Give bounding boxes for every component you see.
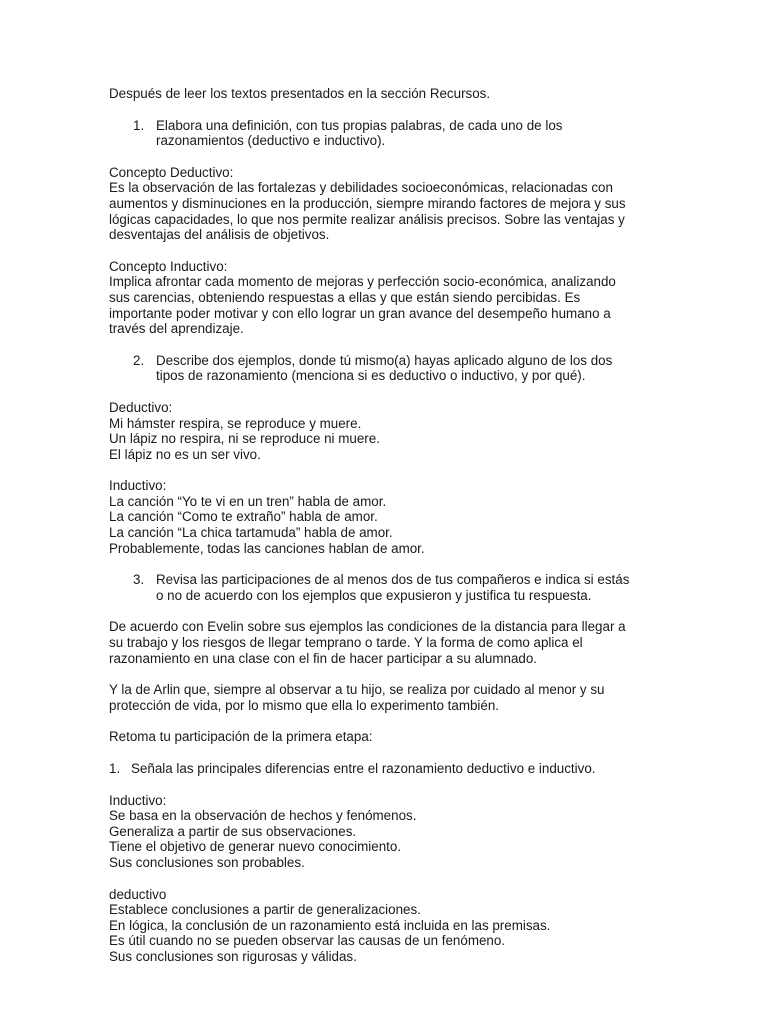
paragraph-line: desventajas del análisis de objetivos. (109, 227, 330, 243)
example-line: La canción “Yo te vi en un tren” habla de amor. (109, 493, 387, 509)
paragraph-line: lógicas capacidades, lo que nos permite realizar análisis precisos. Sobre las ventajas y (109, 211, 625, 227)
question-4 (109, 761, 669, 777)
difference-line: Tiene el objetivo de generar nuevo conocimiento. (109, 839, 402, 855)
inductive-differences (109, 793, 669, 871)
answer-3-paragraph-1 (109, 619, 669, 666)
difference-line: Es útil cuando no se pueden observar las causas de un fenómeno. (109, 933, 506, 949)
question-text: o no de acuerdo con los ejemplos que expusieron y justifica tu respuesta. (156, 587, 592, 603)
retoma-text: Retoma tu participación de la primera etapa: (109, 729, 373, 745)
paragraph-line: su trabajo y los riesgos de llegar temprano o tarde. Y la forma de como aplica el (109, 635, 583, 651)
paragraph-line: Es la observación de las fortalezas y debilidades socioeconómicas, relacionadas con (109, 180, 613, 196)
section-heading: Concepto Inductivo: (109, 258, 228, 274)
example-line: Mi hámster respira, se reproduce y muere. (109, 415, 362, 431)
example-line: La canción “La chica tartamuda” habla de amor. (109, 525, 393, 541)
question-3 (109, 572, 669, 603)
paragraph-line: Y la de Arlin que, siempre al observar a tu hijo, se realiza por cuidado al menor y su (109, 682, 605, 698)
question-text: tipos de razonamiento (menciona si es deductivo o inductivo, y por qué). (156, 368, 586, 384)
section-heading: Inductivo: (109, 478, 167, 494)
deductive-concept (109, 165, 669, 243)
question-text: Señala las principales diferencias entre el razonamiento deductivo e inductivo. (131, 761, 596, 776)
paragraph-line: De acuerdo con Evelin sobre sus ejemplos las condiciones de la distancia para llegar a (109, 619, 626, 635)
difference-line: Sus conclusiones son rigurosas y válidas. (109, 948, 357, 964)
question-text: Describe dos ejemplos, donde tú mismo(a) hayas aplicado alguno de los dos (156, 352, 613, 368)
paragraph-line: aumentos y disminuciones en la producción, siempre mirando factores de mejora y sus (109, 195, 626, 211)
section-heading: deductivo (109, 886, 167, 902)
document-page (109, 86, 669, 965)
difference-line: En lógica, la conclusión de un razonamiento está incluida en las premisas. (109, 917, 551, 933)
question-text: Elabora una definición, con tus propias palabras, de cada uno de los (156, 117, 563, 133)
inductive-concept (109, 259, 669, 337)
paragraph-line: Implica afrontar cada momento de mejoras y perfección socio-económica, analizando (109, 274, 616, 290)
deductive-differences (109, 887, 669, 965)
question-number: 3. (133, 572, 145, 588)
deductive-example (109, 400, 669, 462)
paragraph-line: importante poder motivar y con ello lograr un gran avance del desempeño humano a (109, 305, 611, 321)
paragraph-line: razonamiento en una clase con el fin de hacer participar a su alumnado. (109, 650, 538, 666)
section-heading: Deductivo: (109, 399, 173, 415)
question-number: 1. (109, 761, 121, 776)
example-line: Probablemente, todas las canciones hablan de amor. (109, 540, 425, 556)
paragraph-line: protección de vida, por lo mismo que ella lo experimento también. (109, 697, 500, 713)
paragraph-line: sus carencias, obteniendo respuestas a ellas y que están siendo percibidas. Es (109, 289, 581, 305)
question-1 (109, 118, 669, 149)
question-number: 2. (133, 352, 145, 368)
paragraph-line: través del aprendizaje. (109, 321, 244, 337)
difference-line: Se basa en la observación de hechos y fenómenos. (109, 808, 417, 824)
answer-3-paragraph-2 (109, 682, 669, 713)
example-line: La canción “Como te extraño” habla de amor. (109, 509, 378, 525)
intro-text: Después de leer los textos presentados en la sección Recursos. (109, 86, 491, 101)
question-text: Revisa las participaciones de al menos dos de tus compañeros e indica si estás (156, 572, 630, 588)
question-text: razonamientos (deductivo e inductivo). (156, 133, 386, 149)
section-heading: Concepto Deductivo: (109, 164, 234, 180)
question-number: 1. (133, 117, 145, 133)
difference-line: Generaliza a partir de sus observaciones. (109, 823, 357, 839)
section-heading: Inductivo: (109, 792, 167, 808)
difference-line: Sus conclusiones son probables. (109, 854, 305, 870)
inductive-example (109, 478, 669, 556)
example-line: Un lápiz no respira, ni se reproduce ni muere. (109, 431, 380, 447)
difference-line: Establece conclusiones a partir de generalizaciones. (109, 902, 421, 918)
example-line: El lápiz no es un ser vivo. (109, 446, 261, 462)
question-2 (109, 353, 669, 384)
